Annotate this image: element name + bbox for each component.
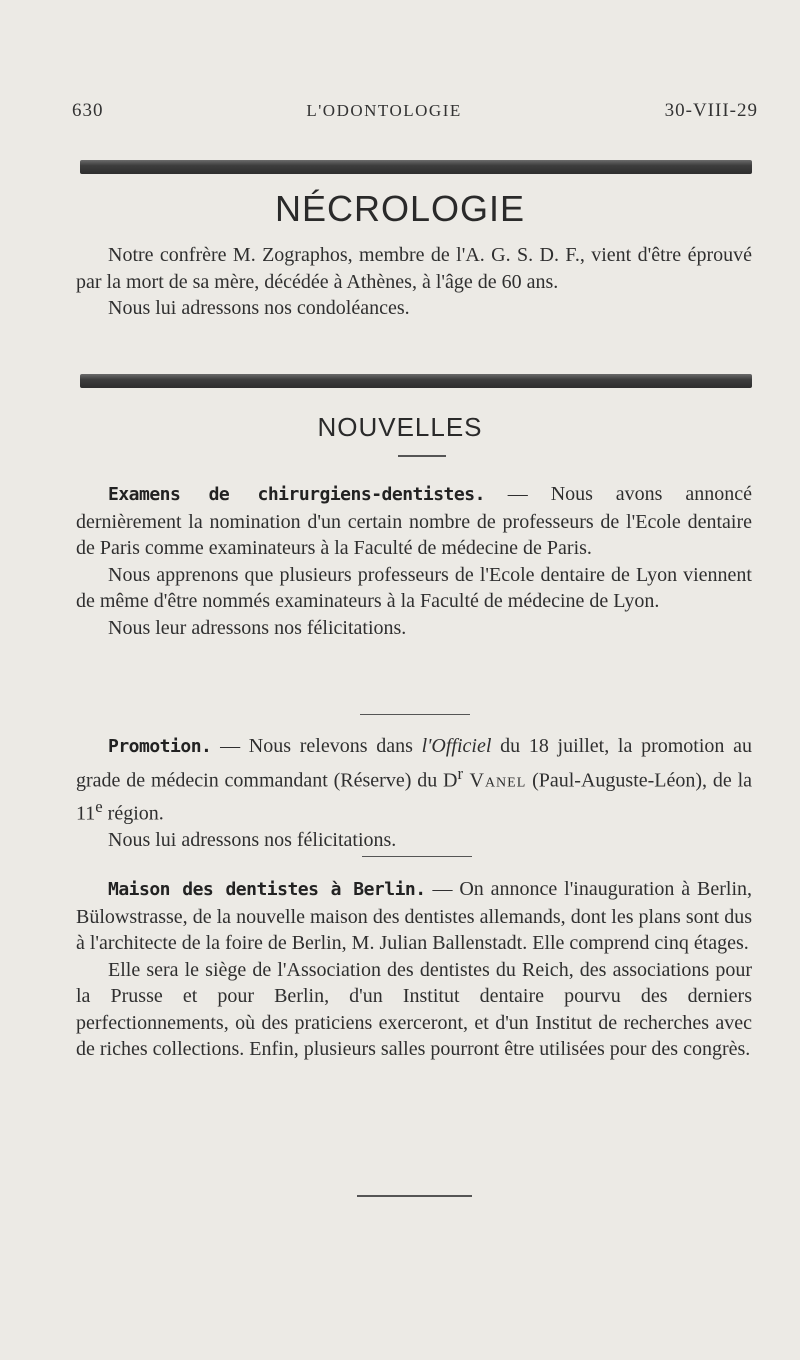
necrologie-condolences: Nous lui adressons nos condoléances. [108,297,410,319]
necrologie-body [76,242,752,322]
article-text: région. [102,802,164,825]
article-text: (Paul-Auguste-Léon), de la 11 [76,769,753,825]
article-text: — On annonce l'inauguration à Berlin, Bülowstrasse, de la nouvelle maison des dentistes allemands, dont les plans sont dus à l'architecte de la foire de Berlin, M. Julian Ballenstadt. Elle comprend cinq étages. [76,878,753,954]
article-maison [76,876,752,1063]
article-paragraph [76,733,752,827]
issue-date: 30-VIII-29 [664,100,758,121]
end-rule [357,1195,472,1197]
article-heading: Promotion. [108,736,212,757]
nouvelles-title: NOUVELLES [317,412,483,442]
article-examens [76,481,752,641]
page-number: 630 [72,100,104,121]
section-divider-bar [80,160,752,174]
journal-title: L'ODONTOLOGIE [306,101,462,120]
article-paragraph [76,481,752,562]
section-divider-bar [80,374,752,388]
article-heading: Maison des dentistes à Berlin. [108,879,426,900]
title-underline [398,455,446,457]
necrologie-title: NÉCROLOGIE [274,188,526,229]
article-text: — Nous relevons dans [211,735,422,757]
article-paragraph: Elle sera le siège de l'Association des dentistes du Reich, des associations pour la Prusse et pour Berlin, d'un Institut dentaire pourvu des derniers perfectionnements, où des praticiens exerceront, et d'un Institut de recherches avec de riches collections. Enfin, plusieurs salles pourront être utilisées pour des congrès. [76,958,752,1060]
necrologie-paragraph: Notre confrère M. Zographos, membre de l'A. G. S. D. F., vient d'être éprouvé par la mort de sa mère, décédée à Athènes, à l'âge de 60 ans. [76,244,752,293]
article-paragraph: Nous lui adressons nos félicitations. [108,828,397,851]
journal-officiel-italic: l'Officiel [421,735,492,757]
person-name: Vanel [463,769,527,792]
article-paragraph: Nous leur adressons nos félicitations. [108,616,407,639]
article-separator [362,856,472,857]
article-separator [360,714,470,715]
article-heading: Examens de chirurgiens-dentistes. [108,484,485,505]
article-text: — Nous avons annoncé dernièrement la nomination d'un certain nombre de professeurs de l'Ecole dentaire de Paris comme examinateurs à la Faculté de médecine de Paris. [76,483,752,559]
article-promotion [76,733,752,853]
article-text: du 18 juillet, la promotion au grade de médecin commandant (Réserve) du D [76,735,753,792]
running-header [72,100,758,122]
superscript: e [95,796,103,816]
superscript: r [457,763,464,783]
article-paragraph [76,876,752,957]
article-paragraph: Nous apprenons que plusieurs professeurs de l'Ecole dentaire de Lyon viennent de même d'être nommés examinateurs à la Faculté de médecine de Lyon. [76,563,752,612]
